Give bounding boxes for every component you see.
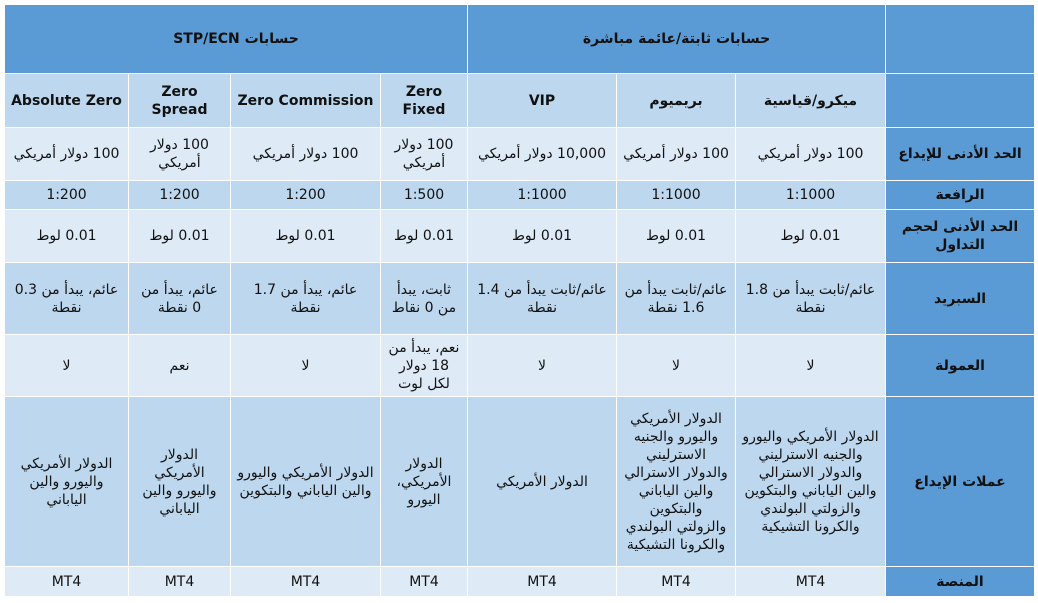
table-row bbox=[5, 397, 1035, 567]
table-cell: عائم/ثابت يبدأ من 1.8 نقطة bbox=[736, 263, 886, 335]
table-cell: 0.01 لوط bbox=[468, 210, 617, 263]
table-cell: لا bbox=[468, 335, 617, 397]
table-cell: 100 دولار أمريكي bbox=[736, 128, 886, 181]
table-row bbox=[5, 335, 1035, 397]
table-cell: 1:1000 bbox=[617, 181, 736, 210]
table-cell: 100 دولار أمريكي bbox=[5, 128, 129, 181]
table-cell: 1:200 bbox=[129, 181, 231, 210]
row-label-blank bbox=[886, 74, 1035, 128]
corner-cell bbox=[886, 5, 1035, 74]
table-row bbox=[5, 181, 1035, 210]
table-cell: لا bbox=[617, 335, 736, 397]
account-comparison-table bbox=[4, 4, 1035, 597]
table-cell: عائم/ثابت يبدأ من 1.6 نقطة bbox=[617, 263, 736, 335]
account-type-row bbox=[5, 74, 1035, 128]
table-cell: الدولار الأمريكي واليورو والين الياباني bbox=[5, 397, 129, 567]
table-cell: الدولار الأمريكي واليورو والجنيه الاسترليني والدولار الاسترالي والين الياباني والبتكوين والزولتي البولندي والكرونا التشيكية bbox=[736, 397, 886, 567]
col-header-absolute-zero: Absolute Zero bbox=[5, 74, 129, 128]
table-cell: 1:500 bbox=[381, 181, 468, 210]
table-cell: لا bbox=[231, 335, 381, 397]
table-cell: MT4 bbox=[736, 567, 886, 597]
table-cell: عائم، يبدأ من 1.7 نقطة bbox=[231, 263, 381, 335]
row-label-spread: السبريد bbox=[886, 263, 1035, 335]
table-cell: الدولار الأمريكي واليورو والين الياباني والبتكوين bbox=[231, 397, 381, 567]
col-header-micro-standard: ميكرو/قياسية bbox=[736, 74, 886, 128]
table-cell: 10,000 دولار أمريكي bbox=[468, 128, 617, 181]
table-cell: ثابت، يبدأ من 0 نقاط bbox=[381, 263, 468, 335]
row-label-min-deposit: الحد الأدنى للإيداع bbox=[886, 128, 1035, 181]
table-cell: MT4 bbox=[129, 567, 231, 597]
table-row bbox=[5, 210, 1035, 263]
table-row bbox=[5, 263, 1035, 335]
table-cell: 0.01 لوط bbox=[617, 210, 736, 263]
table-cell: 1:1000 bbox=[736, 181, 886, 210]
table-cell: عائم/ثابت يبدأ من 1.4 نقطة bbox=[468, 263, 617, 335]
table-cell: 1:200 bbox=[5, 181, 129, 210]
table-cell: MT4 bbox=[468, 567, 617, 597]
row-label-commission: العمولة bbox=[886, 335, 1035, 397]
table-cell: لا bbox=[736, 335, 886, 397]
table-cell: الدولار الأمريكي واليورو والين الياباني bbox=[129, 397, 231, 567]
table-row bbox=[5, 567, 1035, 597]
table-cell: MT4 bbox=[617, 567, 736, 597]
table-cell: 100 دولار أمريكي bbox=[129, 128, 231, 181]
table-cell: 0.01 لوط bbox=[381, 210, 468, 263]
table-cell: عائم، يبدأ من 0 نقطة bbox=[129, 263, 231, 335]
table-cell: 0.01 لوط bbox=[231, 210, 381, 263]
table-cell: لا bbox=[5, 335, 129, 397]
table-cell: نعم bbox=[129, 335, 231, 397]
table-row bbox=[5, 128, 1035, 181]
group-header-row bbox=[5, 5, 1035, 74]
table-cell: MT4 bbox=[381, 567, 468, 597]
col-header-zero-commission: Zero Commission bbox=[231, 74, 381, 128]
row-label-platform: المنصة bbox=[886, 567, 1035, 597]
col-header-vip: VIP bbox=[468, 74, 617, 128]
table-cell: 0.01 لوط bbox=[5, 210, 129, 263]
col-header-premium: بريميوم bbox=[617, 74, 736, 128]
row-label-min-trade-size: الحد الأدنى لحجم التداول bbox=[886, 210, 1035, 263]
table-cell: 100 دولار أمريكي bbox=[617, 128, 736, 181]
table-cell: MT4 bbox=[231, 567, 381, 597]
table-cell: 100 دولار أمريكي bbox=[231, 128, 381, 181]
table-cell: MT4 bbox=[5, 567, 129, 597]
table-cell: عائم، يبدأ من 0.3 نقطة bbox=[5, 263, 129, 335]
table-cell: 1:200 bbox=[231, 181, 381, 210]
table-cell: الدولار الأمريكي bbox=[468, 397, 617, 567]
table-cell: نعم، يبدأ من 18 دولار لكل لوت bbox=[381, 335, 468, 397]
row-label-leverage: الرافعة bbox=[886, 181, 1035, 210]
table-cell: الدولار الأمريكي واليورو والجنيه الاسترليني والدولار الاسترالي والين الياباني والبتكوين والزولتي البولندي والكرونا التشيكية bbox=[617, 397, 736, 567]
group-standard: حسابات ثابتة/عائمة مباشرة bbox=[468, 5, 886, 74]
table-cell: 100 دولار أمريكي bbox=[381, 128, 468, 181]
row-label-deposit-currencies: عملات الإيداع bbox=[886, 397, 1035, 567]
col-header-zero-fixed: Zero Fixed bbox=[381, 74, 468, 128]
table-cell: 0.01 لوط bbox=[736, 210, 886, 263]
table-cell: 0.01 لوط bbox=[129, 210, 231, 263]
group-ecn: حسابات STP/ECN bbox=[5, 5, 468, 74]
table-cell: الدولار الأمريكي، اليورو bbox=[381, 397, 468, 567]
col-header-zero-spread: Zero Spread bbox=[129, 74, 231, 128]
table-cell: 1:1000 bbox=[468, 181, 617, 210]
